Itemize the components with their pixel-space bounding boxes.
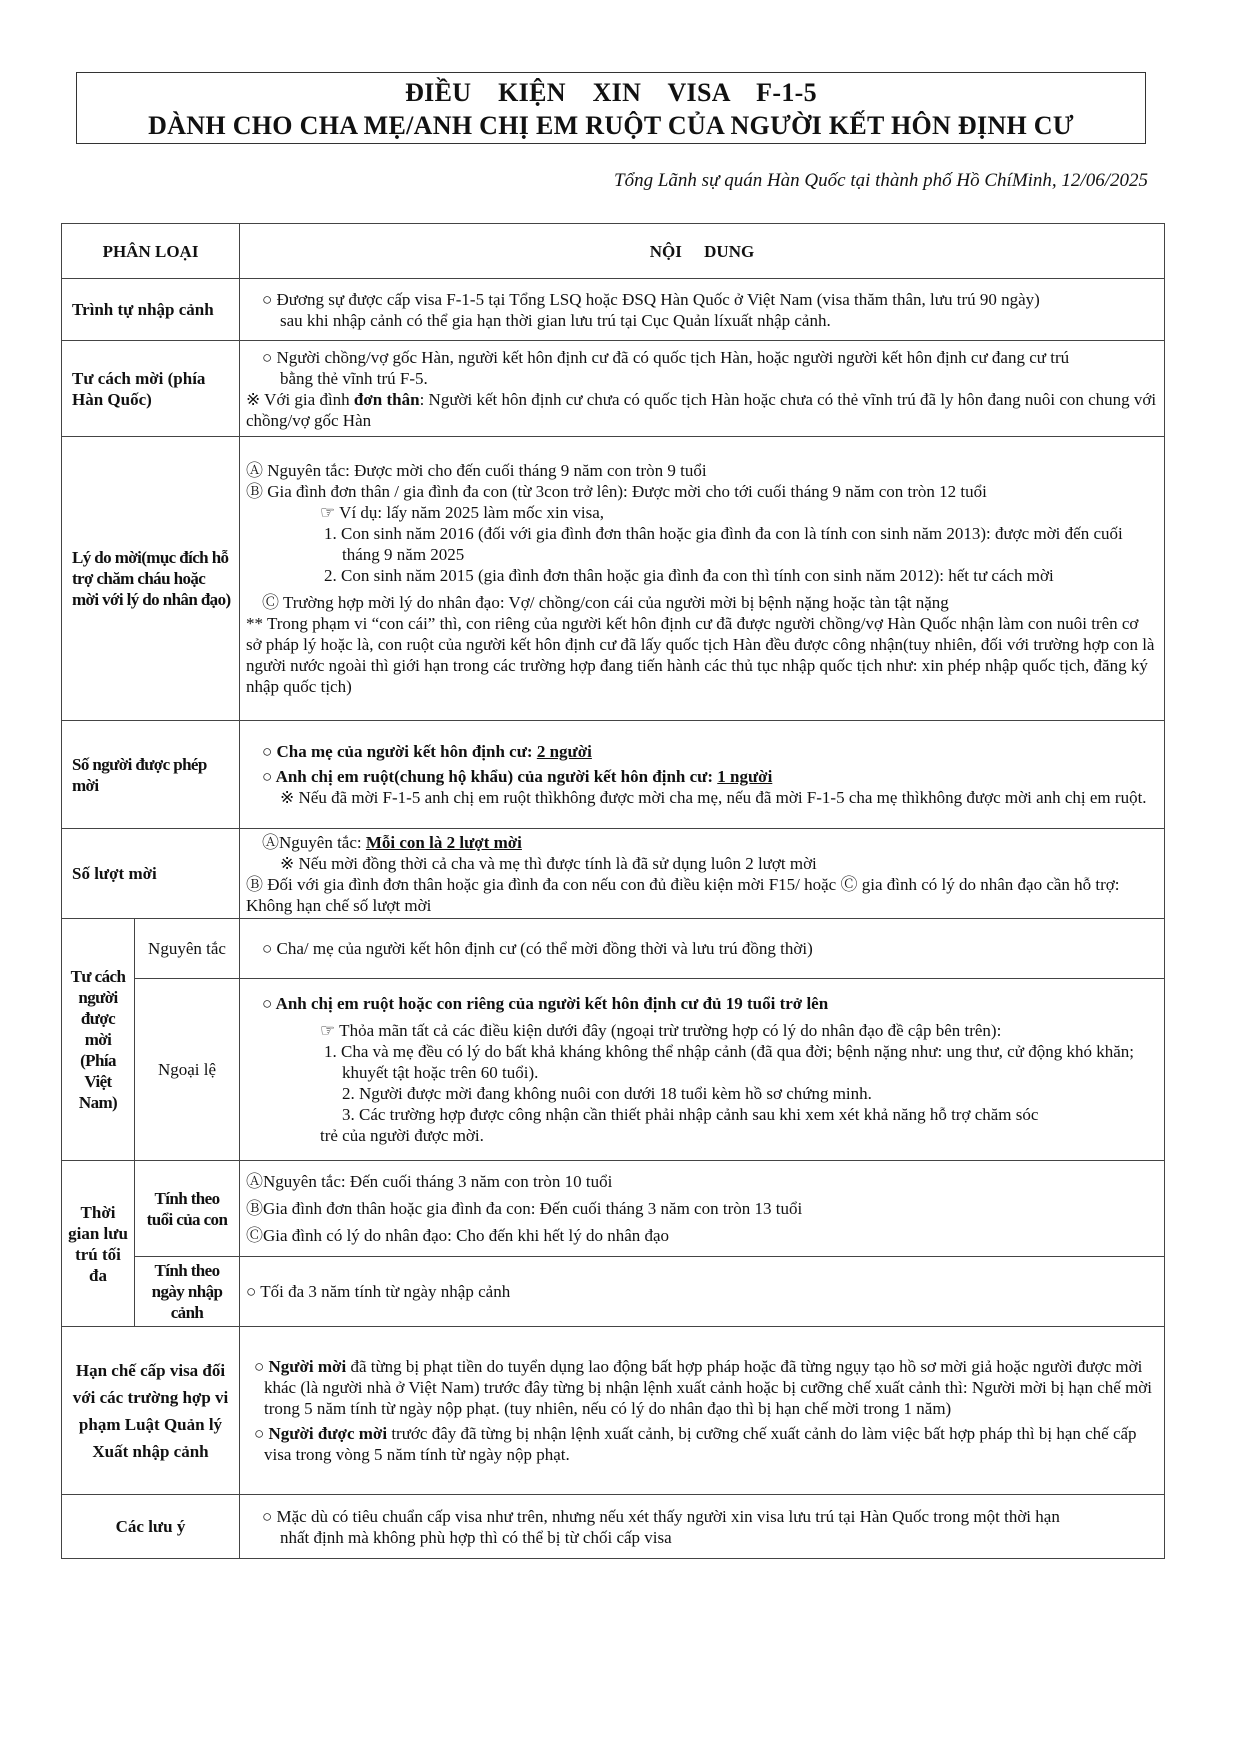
row-content bbox=[240, 1495, 1165, 1559]
row-inviter-eligibility bbox=[62, 341, 1165, 437]
row-invitation-reason bbox=[62, 437, 1165, 721]
text-line: ○ Người chồng/vợ gốc Hàn, người kết hôn định cư đã có quốc tịch Hàn, hoặc người người kết hôn định cư đang cư trú bbox=[262, 347, 1070, 367]
row-content bbox=[240, 721, 1165, 829]
row-content bbox=[240, 279, 1165, 341]
row-visa-restriction bbox=[62, 1327, 1165, 1495]
note-line: ** Trong phạm vi “con cái” thì, con riêng của người kết hôn định cư đã được người chồng/vợ Hàn Quốc nhận làm con nuôi trên cơ sở pháp lý hoặc là, con ruột của người kết hôn định cư đã lấy quốc tịch Hàn đều được công nhận(tuy nhiên, đối với trường hợp con là người nước ngoài thì giới hạn trong các trường hợp đang tiến hành các thủ tục nhập quốc tịch như: xin phép nhập quốc tịch, đăng ký nhập quốc tịch) bbox=[246, 614, 1155, 696]
header-classification: PHÂN LOẠI bbox=[62, 224, 240, 279]
text-line: ☞ Thỏa mãn tất cả các điều kiện dưới đây (ngoại trừ trường hợp có lý do nhân đạo đề cập bên trên): bbox=[320, 1021, 1002, 1040]
text-line: Ⓑ Đối với gia đình đơn thân hoặc gia đình đa con nếu con đủ điều kiện mời F15/ hoặc Ⓒ gia đình có lý do nhân đạo cần hỗ trợ: Không hạn chế số lượt mời bbox=[246, 874, 1120, 915]
row-label: Các lưu ý bbox=[62, 1495, 240, 1559]
sub-label-principle: Nguyên tắc bbox=[135, 919, 240, 979]
text: đã từng bị phạt tiền do tuyển dụng lao động bất hợp pháp hoặc đã từng ngụy tạo hồ sơ mời giả hoặc người được mời khác (là người nhà ở Việt Nam) trước đây từng bị nhận lệnh xuất cảnh hoặc bị cưỡng chế xuất cảnh thì: Người mời bị hạn chế mời trong 5 năm tính từ ngày nộp phạt. (tuy nhiên, nếu có lý do nhân đạo thì bị hạn chế mời trong 1 năm) bbox=[264, 1357, 1153, 1418]
note-text: ※ Với gia đình bbox=[246, 389, 354, 409]
row-label: Tư cách mời (phía Hàn Quốc) bbox=[62, 341, 240, 437]
text-line: 2. Con sinh năm 2015 (gia đình đơn thân hoặc gia đình đa con thì tính con sinh năm 2012): hết tư cách mời bbox=[324, 566, 1054, 585]
table-header-row bbox=[62, 224, 1165, 279]
note-line bbox=[246, 389, 1158, 431]
title-box bbox=[76, 72, 1146, 144]
note-bold: đơn thân bbox=[353, 389, 420, 409]
text-line: ⒷGia đình đơn thân hoặc gia đình đa con: Đến cuối tháng 3 năm con tròn 13 tuổi bbox=[246, 1199, 803, 1218]
row-content bbox=[240, 829, 1165, 919]
row-content bbox=[240, 341, 1165, 437]
row-label: Hạn chế cấp visa đối với các trường hợp vi phạm Luật Quản lý Xuất nhập cảnh bbox=[62, 1327, 240, 1495]
bold-text: Người mời bbox=[268, 1357, 347, 1376]
note-text: : Người kết hôn định cư chưa có quốc tịch Hàn hoặc chưa có thẻ vĩnh trú đã ly hôn đang nuôi con chung với chồng/vợ gốc Hàn bbox=[246, 389, 1157, 430]
text-line: nhất định mà không phù hợp thì có thể bị từ chối cấp visa bbox=[280, 1527, 672, 1547]
text: ○ Anh chị em ruột(chung hộ khẩu) của người kết hôn định cư: bbox=[262, 767, 718, 786]
text-line: ⒶNguyên tắc: Đến cuối tháng 3 năm con tròn 10 tuổi bbox=[246, 1172, 613, 1191]
text-line: ○ Anh chị em ruột hoặc con riêng của người kết hôn định cư đủ 19 tuổi trở lên bbox=[262, 994, 829, 1013]
row-content bbox=[240, 1257, 1165, 1327]
text-line: ○ Mặc dù có tiêu chuẩn cấp visa như trên, nhưng nếu xét thấy người xin visa lưu trú tại Hàn Quốc trong một thời hạn bbox=[262, 1506, 1060, 1526]
text: ⒶNguyên tắc: bbox=[262, 832, 366, 852]
row-max-stay bbox=[62, 1161, 1165, 1257]
sub-label-exception: Ngoại lệ bbox=[135, 979, 240, 1161]
row-invitee-eligibility bbox=[62, 919, 1165, 979]
row-label: Tư cách người được mời (Phía Việt Nam) bbox=[62, 919, 135, 1161]
row-content bbox=[240, 1161, 1165, 1257]
underlined-value: 2 người bbox=[536, 742, 592, 761]
title-line-2: DÀNH CHO CHA MẸ/ANH CHỊ EM RUỘT CỦA NGƯỜI KẾT HÔN ĐỊNH CƯ bbox=[148, 111, 1074, 140]
row-notes bbox=[62, 1495, 1165, 1559]
sub-label-by-age: Tính theo tuổi của con bbox=[135, 1161, 240, 1257]
underlined-value: 1 người bbox=[717, 767, 773, 786]
row-label: Trình tự nhập cảnh bbox=[62, 279, 240, 341]
row-number-invited bbox=[62, 721, 1165, 829]
underlined-value: Mỗi con là 2 lượt mời bbox=[365, 832, 522, 852]
text-line: bằng thẻ vĩnh trú F-5. bbox=[280, 368, 428, 388]
text: ○ Cha mẹ của người kết hôn định cư: bbox=[262, 742, 537, 761]
text-line: sau khi nhập cảnh có thể gia hạn thời gian lưu trú tại Cục Quản líxuất nhập cảnh. bbox=[280, 310, 831, 330]
bold-text: Người được mời bbox=[268, 1424, 388, 1443]
text-line: ○ Tối đa 3 năm tính từ ngày nhập cảnh bbox=[246, 1282, 511, 1301]
text-line: 1. Cha và mẹ đều có lý do bất khả kháng không thể nhập cảnh (đã qua đời; bệnh nặng như: ung thư, cử động khó khăn; khuyết tật hoặc trên 60 tuổi). bbox=[324, 1042, 1134, 1082]
text-line bbox=[246, 766, 1158, 787]
title-line-1: ĐIỀU KIỆN XIN VISA F-1-5 bbox=[405, 78, 817, 107]
text-line: ○ Cha/ mẹ của người kết hôn định cư (có thể mời đồng thời và lưu trú đồng thời) bbox=[262, 939, 813, 958]
row-label: Số người được phép mời bbox=[62, 721, 240, 829]
row-max-stay-by-entry bbox=[62, 1257, 1165, 1327]
row-invitee-exception bbox=[62, 979, 1165, 1161]
text-line: Ⓐ Nguyên tắc: Được mời cho đến cuối tháng 9 năm con tròn 9 tuổi bbox=[246, 461, 707, 480]
row-content bbox=[240, 1327, 1165, 1495]
text-line: Ⓒ Trường hợp mời lý do nhân đạo: Vợ/ chồng/con cái của người mời bị bệnh nặng hoặc tàn tật nặng bbox=[262, 593, 949, 612]
text: trước đây đã từng bị nhận lệnh xuất cảnh, bị cưỡng chế xuất cảnh do làm việc bất hợp pháp thì bị hạn chế cấp visa trong vòng 5 năm tính từ ngày nộp phạt. bbox=[264, 1424, 1137, 1464]
row-entry-procedure bbox=[62, 279, 1165, 341]
text-line: ☞ Ví dụ: lấy năm 2025 làm mốc xin visa, bbox=[320, 503, 605, 522]
note-line: ※ Nếu mời đồng thời cả cha và mẹ thì được tính là đã sử dụng luôn 2 lượt mời bbox=[280, 853, 817, 873]
text-line: trẻ của người được mời. bbox=[320, 1126, 484, 1145]
note-line: ※ Nếu đã mời F-1-5 anh chị em ruột thìkhông được mời cha mẹ, nếu đã mời F-1-5 cha mẹ thìkhông được mời anh chị em ruột. bbox=[280, 788, 1147, 807]
text-line: 1. Con sinh năm 2016 (đối với gia đình đơn thân hoặc gia đình đa con là tính con sinh năm 2013): được mời đến cuối tháng 9 năm 2025 bbox=[324, 524, 1123, 564]
text-line: 3. Các trường hợp được công nhận cần thiết phải nhập cảnh sau khi xem xét khả năng hỗ trợ chăm sóc bbox=[342, 1105, 1039, 1124]
row-label: Thời gian lưu trú tối đa bbox=[62, 1161, 135, 1327]
text-line: ○ Người mời đã từng bị phạt tiền do tuyển dụng lao động bất hợp pháp hoặc đã từng ngụy tạo hồ sơ mời giả hoặc người được mời khác (là người nhà ở Việt Nam) trước đây từng bị nhận lệnh xuất cảnh hoặc bị cưỡng chế xuất cảnh thì: Người mời bị hạn chế mời trong 5 năm tính từ ngày nộp phạt. (tuy nhiên, nếu có lý do nhân đạo thì bị hạn chế mời trong 1 năm) bbox=[254, 1357, 1153, 1418]
text-line: Ⓑ Gia đình đơn thân / gia đình đa con (từ 3con trở lên): Được mời cho tới cuối tháng 9 năm con tròn 12 tuổi bbox=[246, 482, 987, 501]
text-line bbox=[246, 832, 1158, 853]
header-content: NỘI DUNG bbox=[240, 224, 1165, 279]
row-label: Lý do mời(mục đích hỗ trợ chăm cháu hoặc mời với lý do nhân đạo) bbox=[62, 437, 240, 721]
conditions-table bbox=[61, 223, 1165, 1559]
text-line: ○ Người được mời trước đây đã từng bị nhận lệnh xuất cảnh, bị cưỡng chế xuất cảnh do làm việc bất hợp pháp thì bị hạn chế cấp visa trong vòng 5 năm tính từ ngày nộp phạt. bbox=[254, 1424, 1137, 1464]
row-label: Số lượt mời bbox=[62, 829, 240, 919]
row-content bbox=[240, 979, 1165, 1161]
row-content bbox=[240, 919, 1165, 979]
text-line: ○ Đương sự được cấp visa F-1-5 tại Tổng LSQ hoặc ĐSQ Hàn Quốc ở Việt Nam (visa thăm thân, lưu trú 90 ngày) bbox=[262, 289, 1040, 309]
text-line bbox=[246, 741, 1158, 762]
sub-label-by-entry: Tính theo ngày nhập cảnh bbox=[135, 1257, 240, 1327]
row-content bbox=[240, 437, 1165, 721]
text-line: 2. Người được mời đang không nuôi con dưới 18 tuổi kèm hồ sơ chứng minh. bbox=[342, 1084, 872, 1103]
issuer-date: Tổng Lãnh sự quán Hàn Quốc tại thành phố Hồ ChíMinh, 12/06/2025 bbox=[614, 170, 1148, 191]
row-invitation-count bbox=[62, 829, 1165, 919]
text-line: ⒸGia đình có lý do nhân đạo: Cho đến khi hết lý do nhân đạo bbox=[246, 1226, 670, 1245]
